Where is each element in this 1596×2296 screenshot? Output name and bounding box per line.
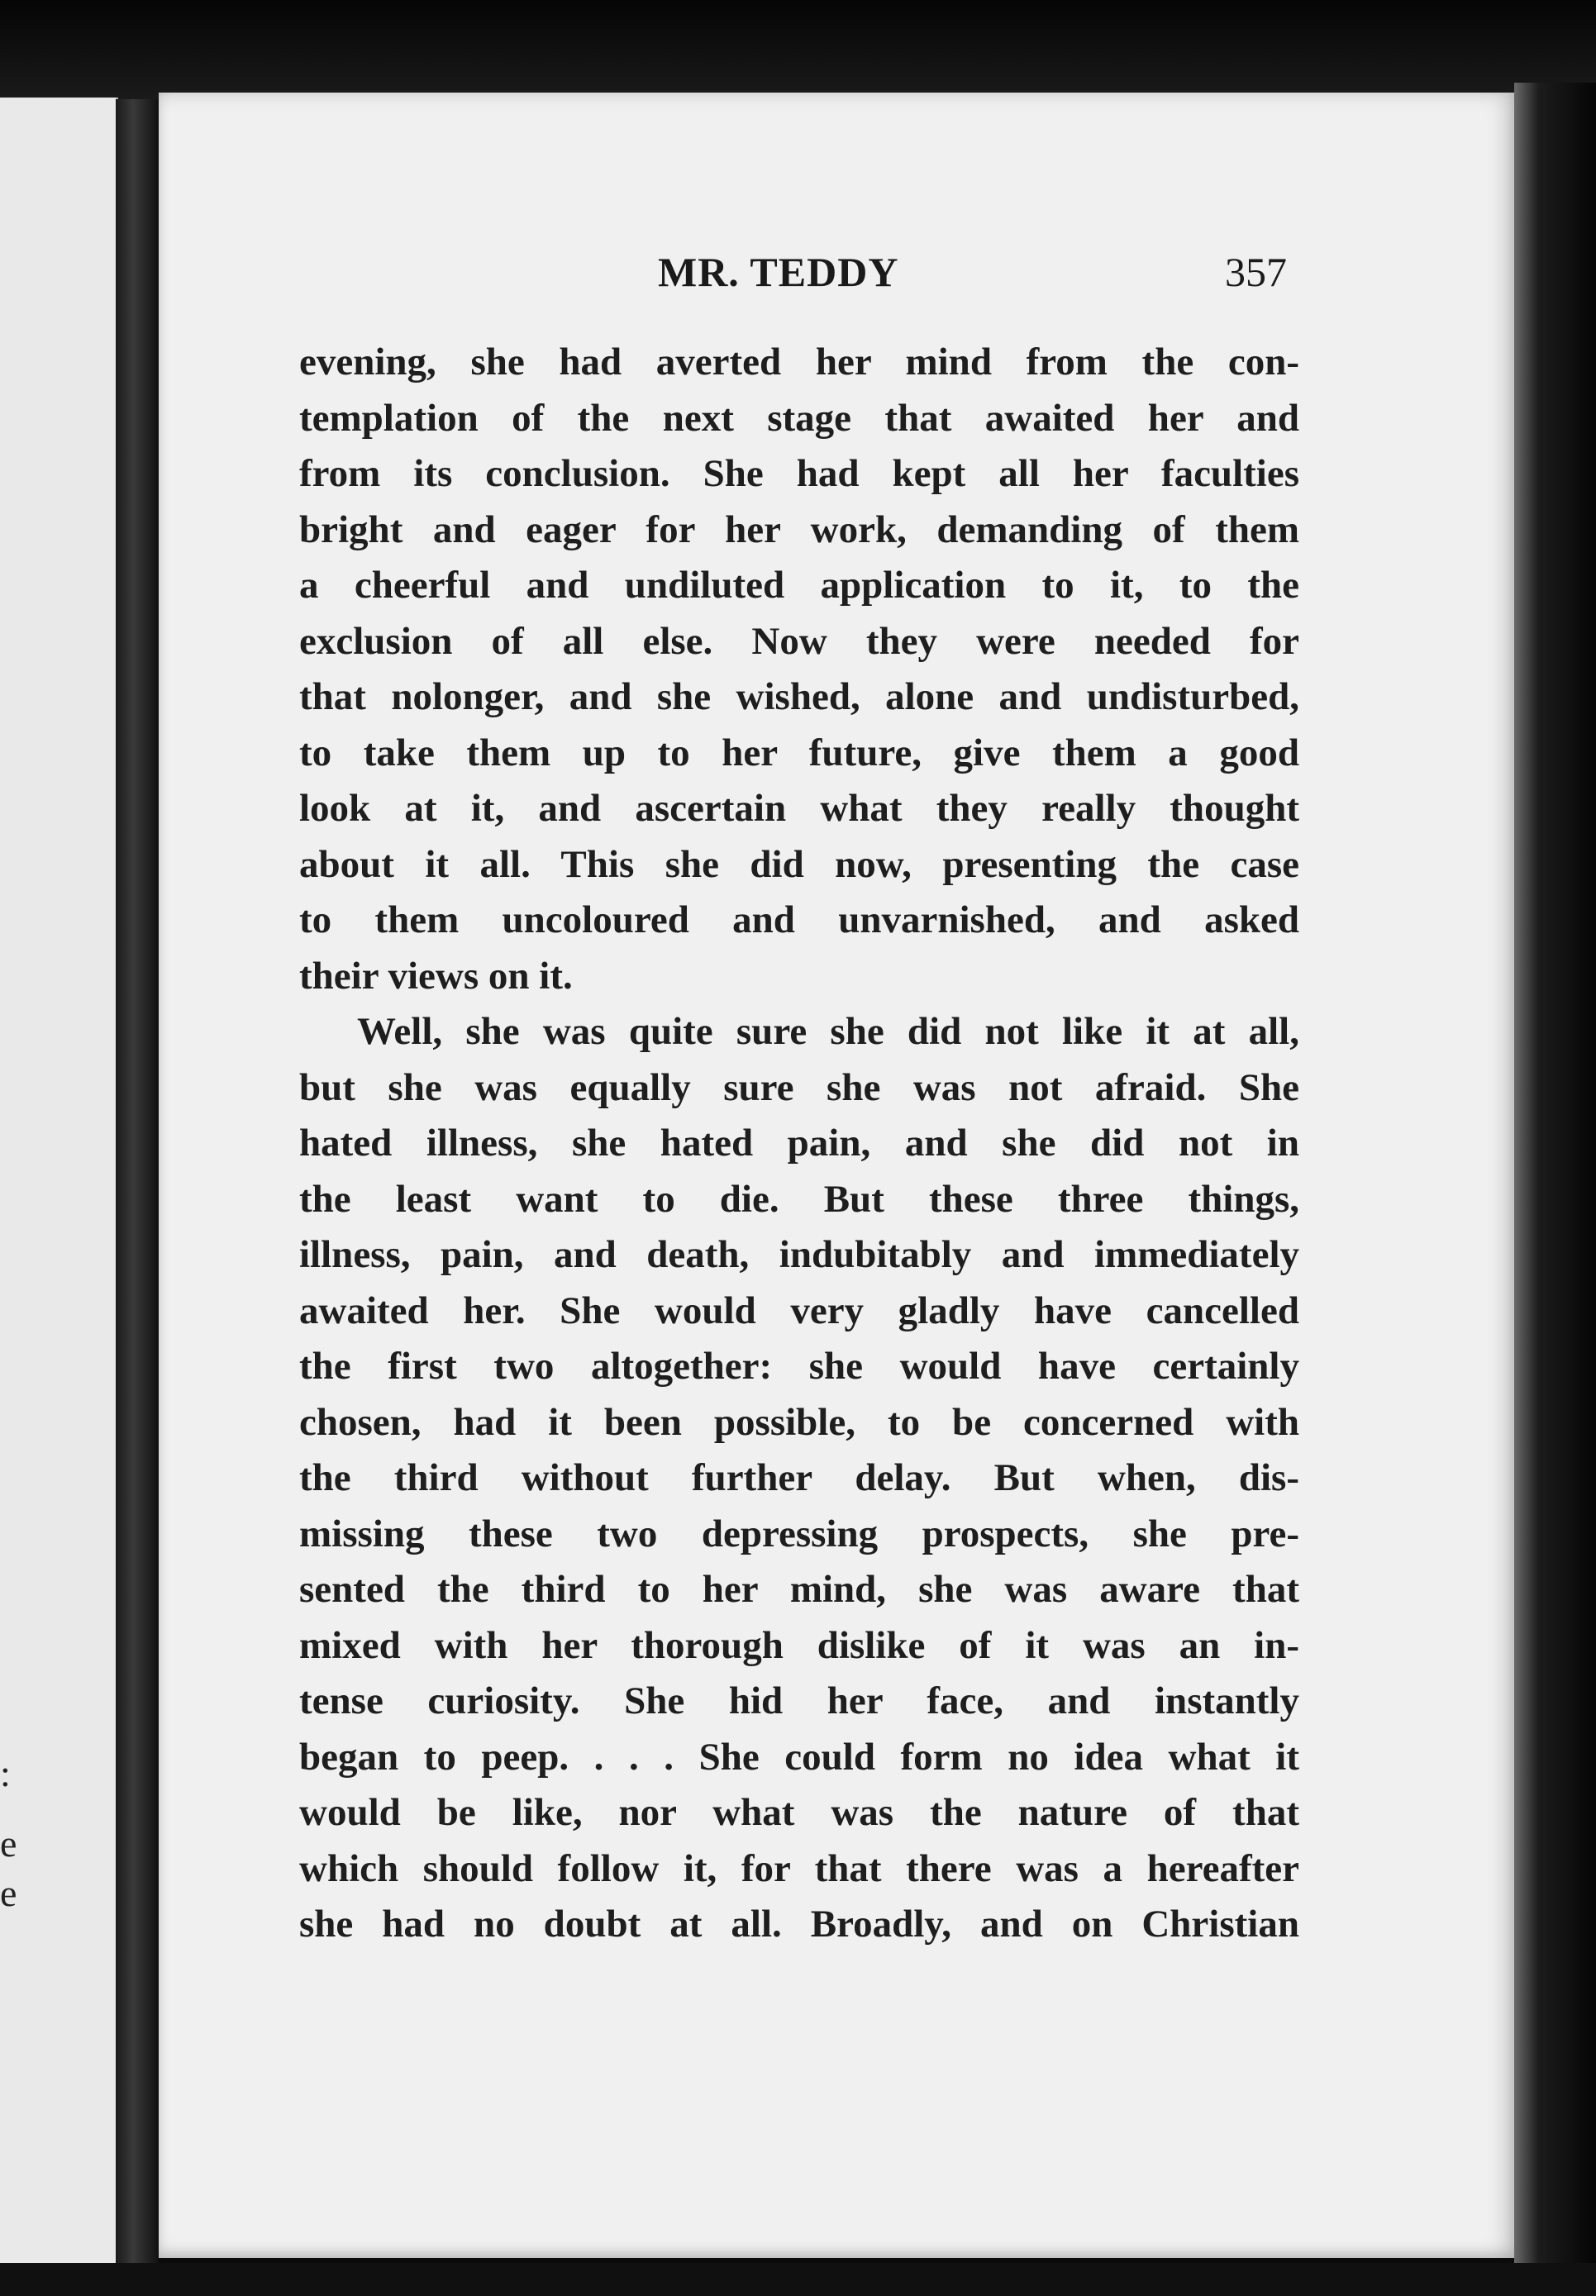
text-line: that nolonger, and she wished, alone and undisturbed, <box>299 675 1299 718</box>
text-line: sented the third to her mind, she was aware that <box>299 1568 1299 1611</box>
text-line: but she was equally sure she was not afraid. She <box>299 1065 1299 1109</box>
facing-page-fragment: e <box>0 1872 17 1914</box>
text-line: look at it, and ascertain what they really thought <box>299 787 1299 830</box>
text-line: to them uncoloured and unvarnished, and asked <box>299 898 1299 941</box>
text-line: their views on it. <box>299 954 573 998</box>
facing-page-left <box>0 98 118 2263</box>
text-line: evening, she had averted her mind from the con- <box>299 341 1299 383</box>
scanner-background-top <box>0 0 1596 99</box>
text-line: a cheerful and undiluted application to it, to the <box>299 564 1299 607</box>
book-gutter <box>116 99 159 2265</box>
body-text <box>299 335 1299 1953</box>
text-line: began to peep. . . . She could form no idea what it <box>299 1735 1299 1779</box>
text-line: awaited her. She would very gladly have cancelled <box>299 1289 1299 1332</box>
text-line: exclusion of all else. Now they were needed for <box>299 619 1299 663</box>
text-line: to take them up to her future, give them a good <box>299 731 1299 774</box>
text-line: hated illness, she hated pain, and she did not in <box>299 1122 1299 1165</box>
paragraph-2 <box>299 1004 1299 1953</box>
facing-page-fragment: : <box>0 1752 11 1794</box>
text-line: tense curiosity. She hid her face, and instantly <box>299 1679 1299 1722</box>
running-head-title: MR. TEDDY <box>658 249 899 295</box>
text-line: bright and eager for her work, demanding of them <box>299 507 1299 551</box>
scanner-background-bottom <box>0 2263 1596 2296</box>
page-number: 357 <box>1225 249 1287 295</box>
text-line: which should follow it, for that there was a hereafter <box>299 1846 1299 1890</box>
text-line: the first two altogether: she would have certainly <box>299 1345 1299 1388</box>
text-line: missing these two depressing prospects, she pre- <box>299 1512 1299 1555</box>
text-line: she had no doubt at all. Broadly, and on Christian <box>299 1903 1299 1946</box>
page-edge-right <box>1514 83 1596 2296</box>
text-line: would be like, nor what was the nature of that <box>299 1791 1299 1834</box>
running-head <box>159 248 1514 314</box>
text-line: Well, she was quite sure she did not like it at all, <box>357 1010 1299 1053</box>
paragraph-1 <box>299 335 1299 1004</box>
text-line: templation of the next stage that awaited her and <box>299 396 1299 440</box>
text-line: chosen, had it been possible, to be concerned with <box>299 1400 1299 1444</box>
text-line: the third without further delay. But when, dis- <box>299 1456 1299 1499</box>
text-line: the least want to die. But these three things, <box>299 1177 1299 1221</box>
text-line: illness, pain, and death, indubitably and immediately <box>299 1233 1299 1276</box>
text-line: mixed with her thorough dislike of it was an in- <box>299 1623 1299 1667</box>
text-line: from its conclusion. She had kept all her faculties <box>299 452 1299 495</box>
text-line: about it all. This she did now, presenting the case <box>299 842 1299 886</box>
facing-page-fragment: e <box>0 1822 17 1865</box>
